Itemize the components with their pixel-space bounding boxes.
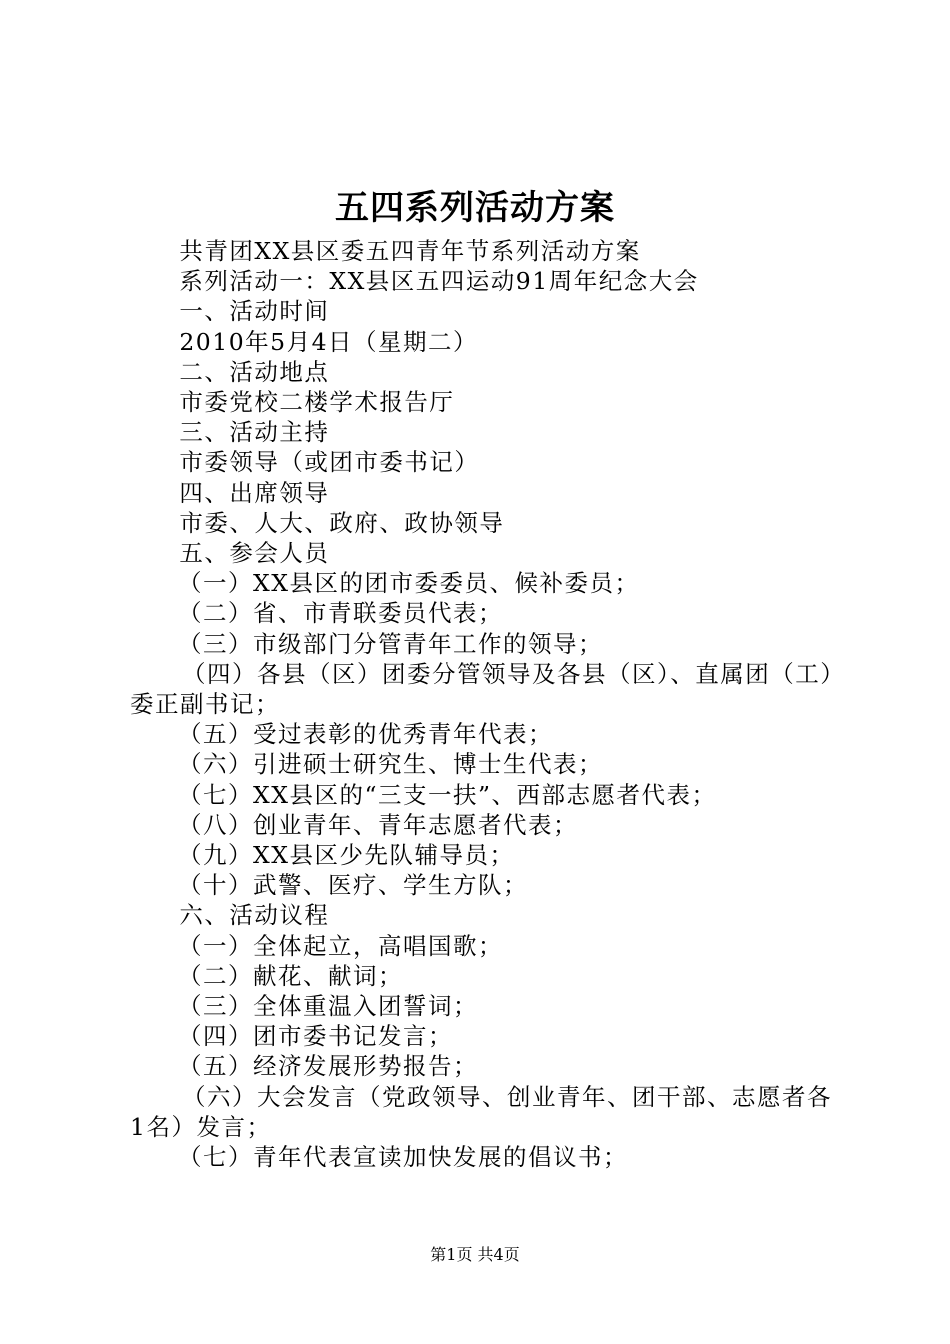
section-heading-attendees: 五、参会人员: [179, 539, 330, 568]
agenda-item: （四）团市委书记发言；: [178, 1022, 453, 1051]
section-heading-host: 三、活动主持: [179, 418, 330, 447]
agenda-item: （一）全体起立，高唱国歌；: [178, 931, 503, 960]
agenda-item: （六）大会发言（党政领导、创业青年、团干部、志愿者各1名）发言；: [130, 1082, 832, 1141]
agenda-item: （七）青年代表宣读加快发展的倡议书；: [178, 1143, 628, 1172]
section-heading-time: 一、活动时间: [179, 297, 330, 326]
activity-one-heading: 系列活动一：XX县区五四运动91周年纪念大会: [179, 267, 699, 296]
section-heading-leaders: 四、出席领导: [179, 478, 330, 507]
attending-leaders: 市委、人大、政府、政协领导: [179, 508, 505, 537]
activity-host: 市委领导（或团市委书记）: [179, 448, 480, 477]
attendee-item: （八）创业青年、青年志愿者代表；: [178, 810, 578, 839]
agenda-item: （二）献花、献词；: [178, 961, 403, 990]
activity-time: 2010年5月4日（星期二）: [179, 327, 479, 356]
attendee-item: （一）XX县区的团市委委员、候补委员；: [178, 569, 640, 598]
attendee-item: （九）XX县区少先队辅导员；: [178, 841, 515, 870]
agenda-item: （三）全体重温入团誓词；: [178, 992, 478, 1021]
attendee-item: （五）受过表彰的优秀青年代表；: [178, 720, 553, 749]
attendee-item: （十）武警、医疗、学生方队；: [178, 871, 528, 900]
attendee-item: （三）市级部门分管青年工作的领导；: [178, 629, 603, 658]
page-footer: 第1页 共4页: [430, 1245, 520, 1264]
document-title: 五四系列活动方案: [335, 188, 615, 228]
attendee-item: （二）省、市青联委员代表；: [178, 599, 503, 628]
attendee-item: （七）XX县区的“三支一扶”、西部志愿者代表；: [178, 780, 717, 809]
section-heading-agenda: 六、活动议程: [179, 901, 330, 930]
document-body: [130, 236, 835, 1172]
document-subtitle: 共青团XX县区委五四青年节系列活动方案: [179, 237, 641, 265]
attendee-item: （四）各县（区）团委分管领导及各县（区）、直属团（工）委正副书记；: [130, 659, 834, 719]
section-heading-location: 二、活动地点: [179, 357, 330, 386]
activity-location: 市委党校二楼学术报告厅: [179, 388, 455, 417]
attendee-item: （六）引进硕士研究生、博士生代表；: [178, 750, 603, 779]
agenda-item: （五）经济发展形势报告；: [178, 1052, 478, 1081]
